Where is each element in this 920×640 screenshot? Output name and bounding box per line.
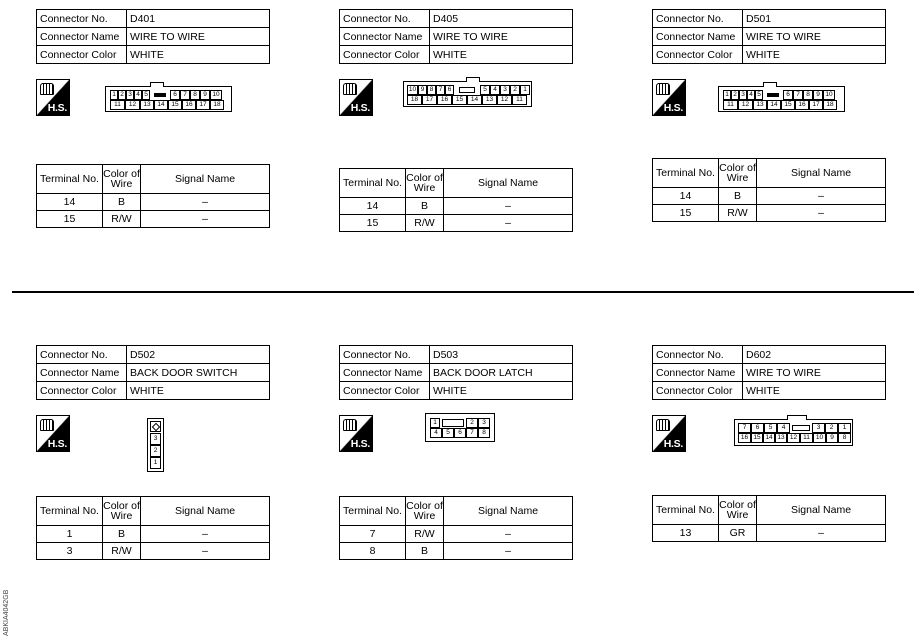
connector-cap-icon: [343, 419, 357, 431]
connector-no-value: D502: [127, 346, 270, 364]
connector-face-diagram: [147, 418, 164, 472]
pin-cell: 1: [520, 85, 530, 95]
pin-cell: 14: [767, 100, 781, 110]
terminal-no-cell: 3: [37, 543, 103, 560]
connector-name-label: Connector Name: [37, 364, 127, 382]
connector-no-label: Connector No.: [37, 346, 127, 364]
signal-name-cell: –: [757, 205, 886, 222]
table-row: [653, 525, 886, 542]
connector-face-diagram: [718, 86, 845, 112]
terminal-table: [36, 496, 270, 560]
pin-cell: 2: [150, 445, 161, 457]
connector-block-d602: [652, 345, 892, 539]
terminal-no-cell: 14: [653, 188, 719, 205]
pin-cell: 10: [408, 86, 417, 93]
connector-color-value: WHITE: [743, 46, 886, 64]
pin-cell: 8: [803, 90, 813, 100]
connector-color-label: Connector Color: [340, 46, 430, 64]
connector-cap-icon: [656, 419, 670, 431]
pin-cell: 2: [731, 90, 739, 100]
table-row: [37, 211, 270, 228]
pin-cell: 12: [125, 100, 140, 110]
pin-cell: 13: [482, 95, 497, 105]
pin-cell: 3: [812, 423, 825, 433]
terminal-no-cell: 1: [37, 526, 103, 543]
wire-color-cell: B: [103, 526, 141, 543]
pin-cell: 9: [418, 85, 427, 95]
signal-name-cell: –: [444, 198, 573, 215]
pin-cell: 7: [738, 423, 751, 433]
pin-cell: 9: [826, 433, 838, 443]
connector-no-value: D401: [127, 10, 270, 28]
pin-cell: 5: [442, 428, 454, 438]
pin-cell: 8: [478, 428, 490, 438]
connector-name-label: Connector Name: [653, 28, 743, 46]
terminal-no-cell: 15: [340, 215, 406, 232]
connector-no-value: D503: [430, 346, 573, 364]
pin-cell: 18: [407, 95, 422, 105]
connector-color-value: WHITE: [127, 46, 270, 64]
connector-face-diagram: [734, 419, 853, 446]
connector-color-label: Connector Color: [37, 382, 127, 400]
signal-name-cell: –: [141, 543, 270, 560]
table-row: [653, 205, 886, 222]
pin-cell: 7: [793, 90, 803, 100]
table-row: [653, 188, 886, 205]
section-divider: [12, 291, 914, 293]
signal-name-header: Signal Name: [141, 497, 270, 526]
connector-no-label: Connector No.: [653, 346, 743, 364]
pin-cell: 5: [142, 90, 150, 100]
color-of-wire-header: Color of Wire: [719, 496, 757, 525]
signal-name-header: Signal Name: [444, 169, 573, 198]
terminal-no-cell: 13: [653, 525, 719, 542]
pin-cell: 1: [110, 90, 118, 100]
connector-no-value: D501: [743, 10, 886, 28]
pin-cell: 11: [723, 100, 738, 110]
pin-cell: 18: [823, 100, 837, 110]
pin-cell: 8: [838, 433, 851, 443]
connector-name-value: WIRE TO WIRE: [743, 28, 886, 46]
pin-cell: 16: [437, 95, 452, 105]
pin-cell: 4: [134, 90, 142, 100]
connector-block-d401: [36, 9, 276, 225]
pin-cell: 3: [126, 90, 134, 100]
terminal-no-cell: 14: [37, 194, 103, 211]
pin-cell: 17: [196, 100, 210, 110]
connector-name-value: BACK DOOR SWITCH: [127, 364, 270, 382]
terminal-table: [339, 496, 573, 560]
pin-cell: 5: [480, 85, 490, 95]
connector-block-d405: [339, 9, 579, 229]
connector-latch: [767, 93, 779, 97]
terminal-no-header: Terminal No.: [340, 497, 406, 526]
connector-key-notch: [466, 77, 480, 82]
pin-cell: 11: [110, 100, 125, 110]
connector-key-notch: [787, 415, 807, 420]
connector-info-table: [652, 345, 886, 400]
connector-face-diagram: [403, 81, 532, 107]
connector-block-d503: [339, 345, 579, 557]
connector-name-label: Connector Name: [340, 28, 430, 46]
connector-name-label: Connector Name: [653, 364, 743, 382]
table-row: [37, 194, 270, 211]
terminal-no-header: Terminal No.: [340, 169, 406, 198]
pin-cell: 17: [422, 95, 437, 105]
pin-cell: 5: [764, 423, 777, 433]
signal-name-cell: –: [141, 211, 270, 228]
pin-cell: 11: [512, 95, 527, 105]
connector-color-value: WHITE: [430, 382, 573, 400]
harness-side-icon: [652, 79, 686, 116]
pin-cell: 7: [466, 428, 478, 438]
wire-color-cell: R/W: [103, 211, 141, 228]
pin-cell: 3: [478, 418, 490, 428]
connector-cap-icon: [656, 83, 670, 95]
wire-color-cell: R/W: [719, 205, 757, 222]
pin-cell: 13: [753, 100, 767, 110]
pin-cell: 13: [140, 100, 154, 110]
table-row: [340, 526, 573, 543]
wire-color-cell: B: [406, 543, 444, 560]
pin-cell: 8: [190, 90, 200, 100]
pin-cell: 5: [755, 90, 763, 100]
pin-cell: 15: [168, 100, 182, 110]
pin-cell: 6: [170, 90, 180, 100]
pin-cell: 7: [436, 85, 445, 95]
connector-no-label: Connector No.: [653, 10, 743, 28]
connector-face-diagram: [425, 413, 495, 442]
table-row: [340, 215, 573, 232]
connector-no-label: Connector No.: [340, 10, 430, 28]
wire-color-cell: GR: [719, 525, 757, 542]
harness-side-icon: [36, 415, 70, 452]
connector-cap-icon: [343, 83, 357, 95]
connector-name-value: WIRE TO WIRE: [127, 28, 270, 46]
connector-latch: [154, 93, 166, 97]
table-row: [37, 543, 270, 560]
connector-info-table: [339, 9, 573, 64]
connector-info-table: [36, 345, 270, 400]
pin-cell: 14: [154, 100, 168, 110]
table-row: [37, 526, 270, 543]
pin-cell: 4: [490, 85, 500, 95]
hs-label: H.S.: [663, 102, 683, 114]
connector-name-value: WIRE TO WIRE: [430, 28, 573, 46]
pin-cell: 14: [763, 433, 775, 443]
pin-cell: 18: [210, 100, 224, 110]
signal-name-header: Signal Name: [444, 497, 573, 526]
pin-cell: 6: [751, 423, 764, 433]
pin-cell: 10: [823, 90, 835, 100]
connector-info-table: [652, 9, 886, 64]
harness-side-icon: [36, 79, 70, 116]
signal-name-cell: –: [444, 543, 573, 560]
pin-cell: 14: [467, 95, 482, 105]
wire-color-cell: B: [719, 188, 757, 205]
figure-code: ABKIA4042GB: [3, 589, 10, 636]
connector-cap-icon: [40, 83, 54, 95]
connector-name-label: Connector Name: [37, 28, 127, 46]
hs-label: H.S.: [350, 438, 370, 450]
terminal-no-cell: 8: [340, 543, 406, 560]
pin-cell: 6: [454, 428, 466, 438]
connector-name-value: BACK DOOR LATCH: [430, 364, 573, 382]
connector-cap-icon: [40, 419, 54, 431]
connector-color-label: Connector Color: [340, 382, 430, 400]
signal-name-header: Signal Name: [141, 165, 270, 194]
pin-cell: 16: [182, 100, 196, 110]
pin-cell: 4: [747, 90, 755, 100]
pin-cell: 9: [200, 90, 210, 100]
connector-latch: [442, 419, 464, 427]
pin-cell: 8: [427, 85, 436, 95]
connector-no-value: D602: [743, 346, 886, 364]
pin-cell: 2: [825, 423, 838, 433]
pin-cell: 2: [118, 90, 126, 100]
connector-color-label: Connector Color: [37, 46, 127, 64]
connector-color-value: WHITE: [430, 46, 573, 64]
terminal-table: [339, 168, 573, 232]
connector-no-label: Connector No.: [340, 346, 430, 364]
signal-name-header: Signal Name: [757, 159, 886, 188]
connector-color-value: WHITE: [743, 382, 886, 400]
pin-cell: 3: [500, 85, 510, 95]
harness-side-icon: [652, 415, 686, 452]
connector-block-d501: [652, 9, 892, 219]
pin-cell: 3: [150, 433, 161, 445]
wire-color-cell: R/W: [103, 543, 141, 560]
wire-color-cell: R/W: [406, 526, 444, 543]
signal-name-cell: –: [444, 526, 573, 543]
wire-color-cell: B: [103, 194, 141, 211]
pin-cell: 10: [813, 433, 826, 443]
signal-name-cell: –: [141, 526, 270, 543]
terminal-no-header: Terminal No.: [37, 497, 103, 526]
pin-cell: 17: [809, 100, 823, 110]
pin-cell: 9: [813, 90, 823, 100]
terminal-table: [36, 164, 270, 228]
hs-label: H.S.: [663, 438, 683, 450]
color-of-wire-header: Color of Wire: [406, 497, 444, 526]
pin-cell: 2: [466, 418, 478, 428]
pin-cell: 4: [430, 428, 442, 438]
hs-label: H.S.: [47, 102, 67, 114]
terminal-no-cell: 14: [340, 198, 406, 215]
wire-color-cell: B: [406, 198, 444, 215]
pin-cell: 1: [430, 418, 440, 428]
harness-side-icon: [339, 79, 373, 116]
pin-cell: 13: [775, 433, 787, 443]
hs-label: H.S.: [350, 102, 370, 114]
connector-color-value: WHITE: [127, 382, 270, 400]
signal-name-cell: –: [757, 525, 886, 542]
connector-color-label: Connector Color: [653, 46, 743, 64]
connector-name-label: Connector Name: [340, 364, 430, 382]
terminal-no-header: Terminal No.: [37, 165, 103, 194]
connector-latch: [459, 87, 475, 93]
terminal-no-cell: 15: [37, 211, 103, 228]
pin-cell: 1: [723, 90, 731, 100]
connector-color-label: Connector Color: [653, 382, 743, 400]
pin-cell: 16: [795, 100, 809, 110]
wire-color-cell: R/W: [406, 215, 444, 232]
pin-cell: 4: [777, 423, 790, 433]
pin-cell: 3: [739, 90, 747, 100]
pin-cell: 10: [210, 90, 222, 100]
connector-block-d502: [36, 345, 276, 557]
signal-name-cell: –: [444, 215, 573, 232]
connector-key-notch: [763, 82, 777, 87]
terminal-table: [652, 158, 886, 222]
connector-face-diagram: [105, 86, 232, 112]
color-of-wire-header: Color of Wire: [103, 497, 141, 526]
pin-cell: 15: [751, 433, 763, 443]
pin-cell: 12: [787, 433, 800, 443]
pin-cell: 11: [800, 433, 813, 443]
signal-name-cell: –: [757, 188, 886, 205]
pin-cell: 7: [180, 90, 190, 100]
pin-cell: 2: [510, 85, 520, 95]
terminal-table: [652, 495, 886, 542]
color-of-wire-header: Color of Wire: [406, 169, 444, 198]
diamond-key-icon: [150, 421, 161, 432]
connector-no-value: D405: [430, 10, 573, 28]
connector-key-notch: [150, 82, 164, 87]
pin-cell: 12: [497, 95, 512, 105]
color-of-wire-header: Color of Wire: [719, 159, 757, 188]
connector-latch: [792, 425, 810, 431]
signal-name-cell: –: [141, 194, 270, 211]
terminal-no-header: Terminal No.: [653, 159, 719, 188]
table-row: [340, 198, 573, 215]
pin-cell: 6: [783, 90, 793, 100]
pin-cell: 12: [738, 100, 753, 110]
harness-side-icon: [339, 415, 373, 452]
connector-info-table: [36, 9, 270, 64]
pin-cell: 16: [738, 433, 751, 443]
signal-name-header: Signal Name: [757, 496, 886, 525]
hs-label: H.S.: [47, 438, 67, 450]
connector-name-value: WIRE TO WIRE: [743, 364, 886, 382]
pin-cell: 6: [445, 85, 454, 95]
pin-cell: 1: [150, 457, 161, 469]
connector-info-table: [339, 345, 573, 400]
table-row: [340, 543, 573, 560]
pin-cell: 15: [781, 100, 795, 110]
color-of-wire-header: Color of Wire: [103, 165, 141, 194]
terminal-no-cell: 7: [340, 526, 406, 543]
pin-cell: 15: [452, 95, 467, 105]
terminal-no-cell: 15: [653, 205, 719, 222]
terminal-no-header: Terminal No.: [653, 496, 719, 525]
connector-no-label: Connector No.: [37, 10, 127, 28]
pin-cell: 1: [838, 423, 851, 433]
